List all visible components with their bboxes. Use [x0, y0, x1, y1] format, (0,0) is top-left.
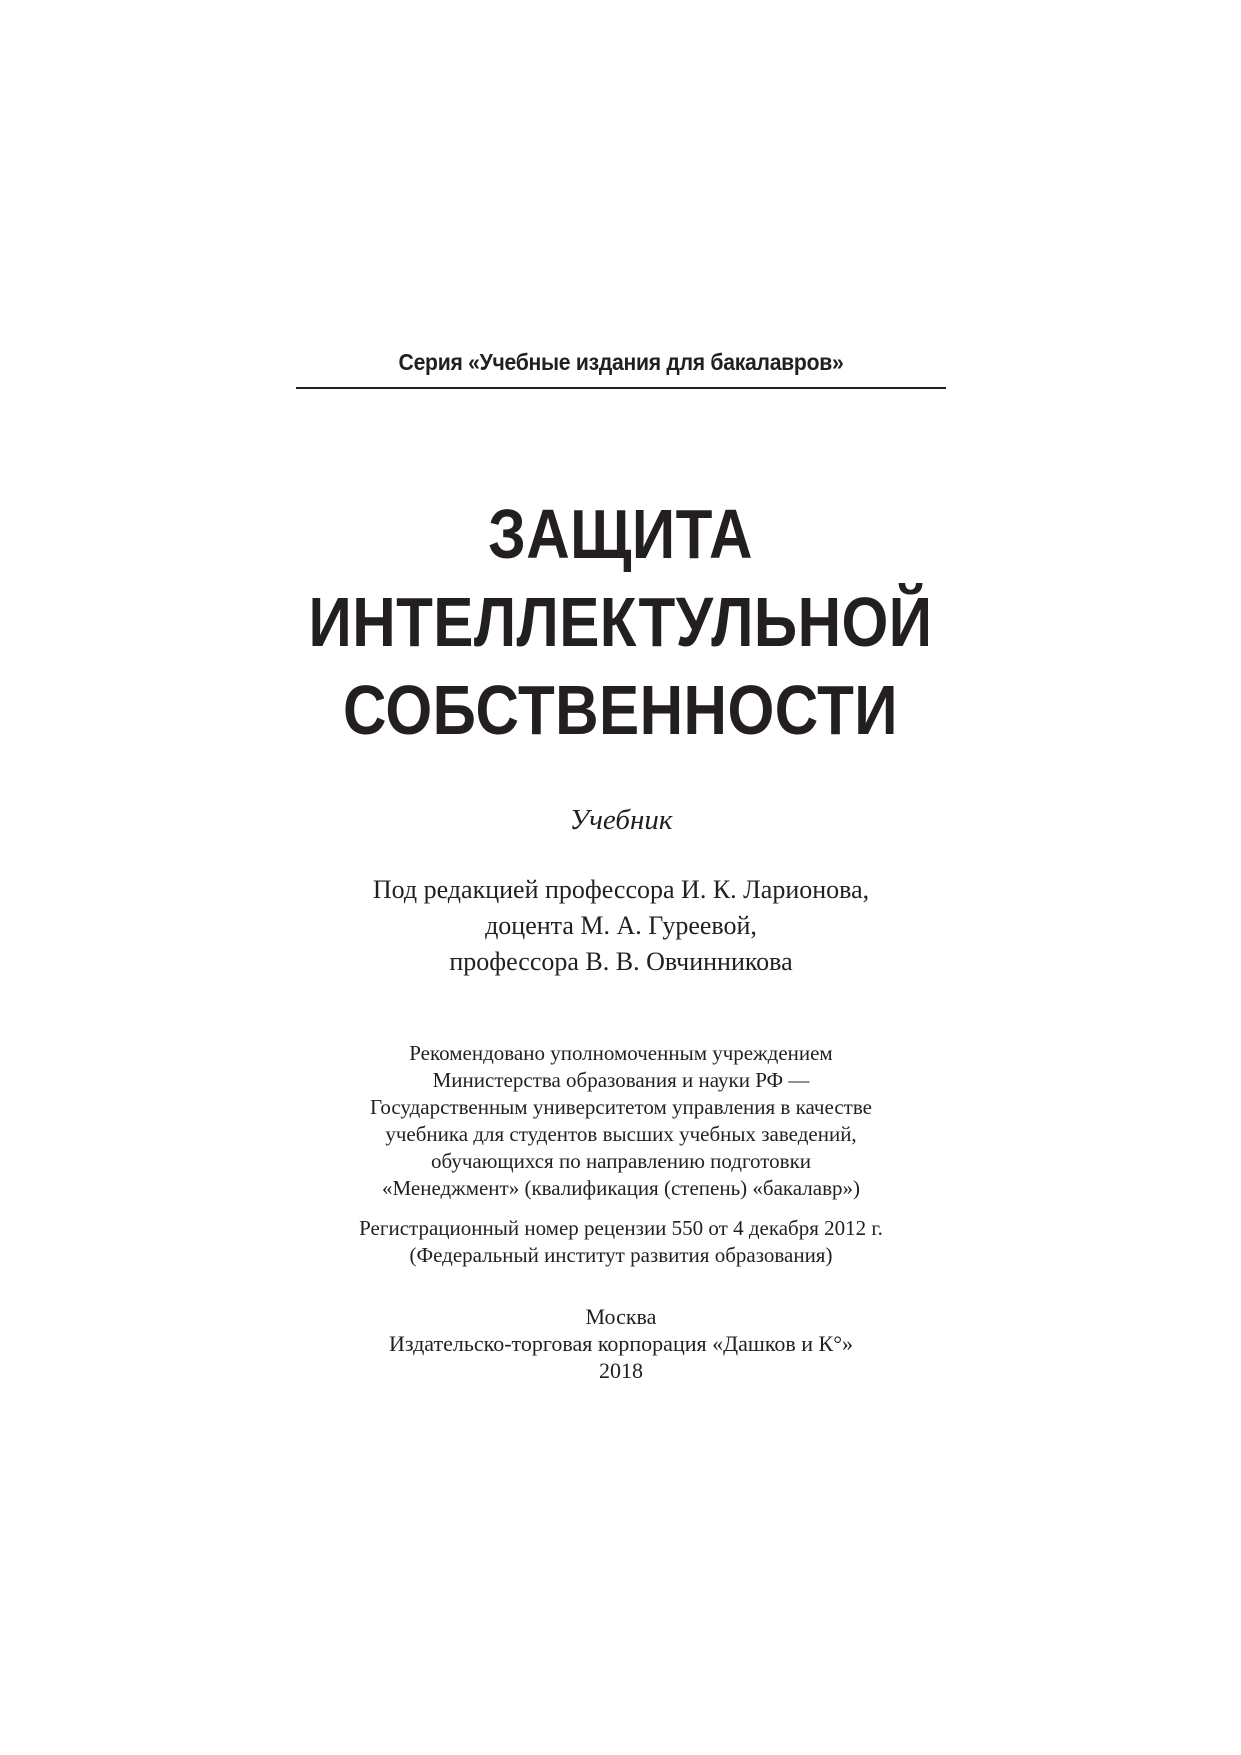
book-type-subtitle: Учебник: [569, 804, 673, 836]
registration-line: Регистрационный номер рецензии 550 от 4 декабря 2012 г.: [359, 1216, 883, 1240]
book-title: [240, 490, 1001, 754]
series-divider: [296, 387, 946, 389]
imprint-publisher: Издательско-торговая корпорация «Дашков и К°»: [388, 1331, 854, 1356]
registration-block: [260, 1215, 982, 1269]
recommendation-block: [260, 1040, 982, 1202]
title-line: ИНТЕЛЛЕКТУЛЬНОЙ: [308, 583, 933, 661]
editors-block: [260, 872, 982, 980]
imprint-block: [260, 1303, 982, 1384]
title-line: СОБСТВЕННОСТИ: [342, 671, 899, 749]
recommendation-line: «Менеджмент» (квалификация (степень) «бакалавр»): [382, 1176, 860, 1200]
recommendation-line: Министерства образования и науки РФ —: [432, 1068, 810, 1092]
editors-line: доцента М. А. Гуреевой,: [485, 911, 757, 940]
editors-line: Под редакцией профессора И. К. Ларионова,: [372, 875, 870, 904]
recommendation-line: учебника для студентов высших учебных заведений,: [385, 1122, 857, 1146]
series-heading: Серия «Учебные издания для бакалавров»: [398, 349, 844, 375]
imprint-city: Москва: [585, 1304, 657, 1329]
recommendation-line: Государственным университетом управления в качестве: [370, 1095, 872, 1119]
registration-line: (Федеральный институт развития образования): [409, 1243, 833, 1267]
editors-line: профессора В. В. Овчинникова: [449, 947, 793, 976]
imprint-year: 2018: [599, 1358, 643, 1383]
recommendation-line: обучающихся по направлению подготовки: [430, 1149, 812, 1173]
title-line: ЗАЩИТА: [488, 495, 753, 573]
recommendation-line: Рекомендовано уполномоченным учреждением: [409, 1041, 833, 1065]
